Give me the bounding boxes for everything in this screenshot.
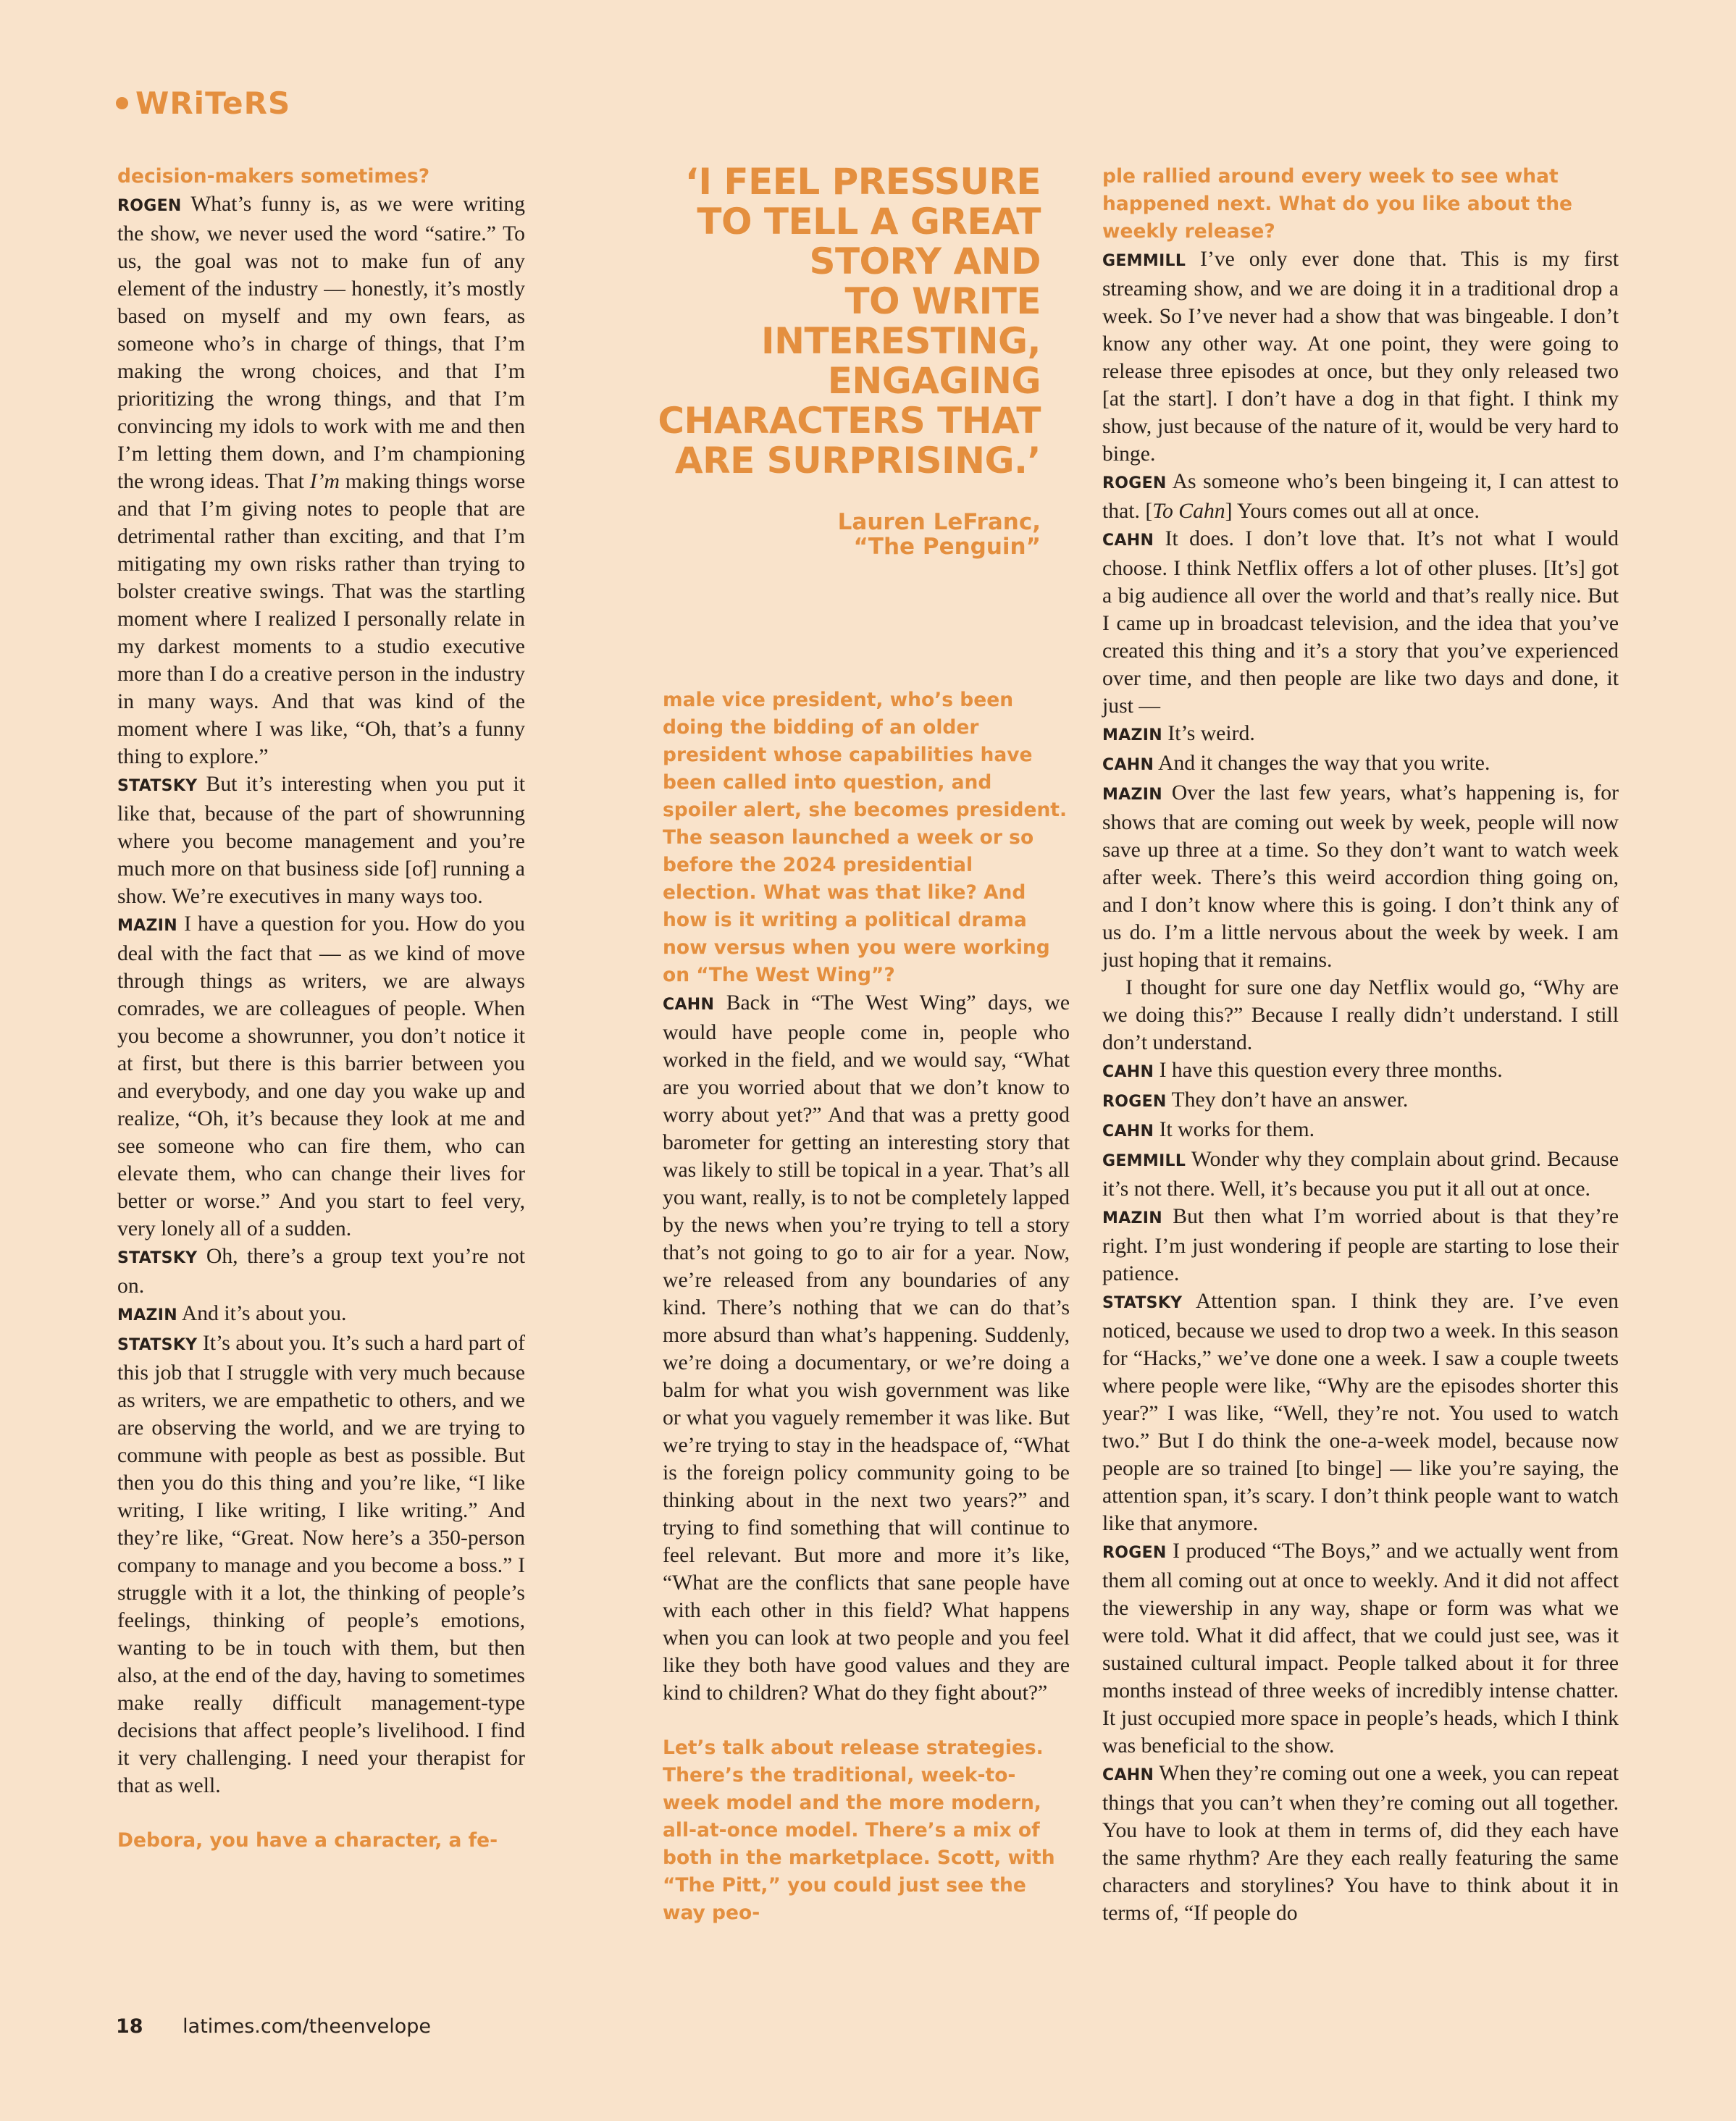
answer-text: But then what I’m worried about is that they’re right. I’m just wondering if people are starting to lose their patience. [1102,1205,1619,1285]
question-text: ple rallied around every week to see what happened next. What do you like about the weekly release? [1102,165,1573,243]
speaker-name: CAHN [1102,532,1154,550]
answer-paragraph [1102,1760,1619,1927]
answer-paragraph [1102,245,1619,468]
answer-paragraph [117,1243,525,1300]
answer-text: But it’s interesting when you put it like that, because of the part of showrunning where you become management and you’re much more on that business side [of] running a show. We’re executives in many ways too. [117,773,526,908]
question-text: male vice president, who’s been doing the bidding of an older president whose capabilities have been called into question, and spoiler alert, she becomes president. The season launched a week or so before the 2024 presidential election. What was that like? And how is it writing a political drama now versus when you were working on “The West Wing”? [663,689,1068,986]
speaker-name: STATSKY [1102,1294,1183,1312]
speaker-name: GEMMILL [1102,1152,1186,1170]
answer-text: ] Yours comes out all at once. [1225,500,1480,523]
speaker-name: CAHN [663,996,715,1014]
answer-text: I’ve only ever done that. This is my first streaming show, and we are doing it in a traditional drop a week. So I’ve never had a show that was bingeable. I don’t know any other way. At one point, they were going to release three episodes at once, but they only released two [at the start]. I don’t have a dog in that fight. I think my show, just because of the nature of it, would be very hard to binge. [1102,248,1619,466]
answer-paragraph [1102,1086,1619,1116]
answer-text: It’s about you. It’s such a hard part of this job that I struggle with very much because as writers, we are empathetic to others, and we are observing the world, and we are trying to commune with people as best as possible. But then you do this thing and you’re like, “I like writing, I like writing, I like writing.” And they’re like, “Great. Now here’s a 350-person company to manage and you become a boss.” I struggle with it a lot, the thinking of people’s feelings, thinking of people’s emotions, wanting to be in touch with them, but then also, at the end of the day, having to sometimes make really difficult management-type decisions that affect people’s livelihood. I find it very challenging. I need your therapist for that as well. [117,1332,525,1797]
speaker-name: STATSKY [117,777,198,795]
answer-paragraph [1102,1203,1619,1288]
answer-paragraph [117,1300,525,1330]
question-text: decision-makers sometimes? [117,165,430,188]
answer-text: Over the last few years, what’s happening is, for shows that are coming out week by week, people will now save up three at a time. So they don’t want to watch week after week. There’s this weird accordion thing going on, and I don’t know where this is going. I don’t think any of us do. I’m a little nervous about the week by week. I am just hoping that it remains. [1102,781,1619,972]
answer-paragraph [117,770,525,910]
answer-paragraph [1102,1288,1619,1537]
speaker-name: CAHN [1102,1063,1154,1081]
answer-paragraph [1102,468,1619,525]
answer-text: I produced “The Boys,” and we actually went from them all coming out at once to weekly. And it did not affect the viewership in any way, shape or form was what we were told. What it did affect, that we could just see, was it sustained cultural impact. People talked about it for three months instead of three weeks of incredibly intense chatter. It just occupied more space in people’s heads, which I think was beneficial to the show. [1102,1540,1619,1757]
answer-text: And it changes the way that you write. [1158,752,1490,775]
speaker-name: ROGEN [1102,474,1167,492]
answer-paragraph [1102,1146,1619,1203]
speaker-name: ROGEN [117,197,182,215]
answer-text: They don’t have an answer. [1171,1088,1409,1112]
speaker-name: MAZIN [1102,786,1162,804]
answer-text: It works for them. [1159,1118,1314,1141]
speaker-name: MAZIN [1102,726,1162,744]
column-2 [663,686,1070,1927]
answer-text: Attention span. I think they are. I’ve even noticed, because we used to drop two a week. In this season for “Hacks,” we’ve done one a week. I saw a couple tweets where people were like, “Why are the episodes shorter this year?” I was like, “Well, they’re not. You used to watch two.” But I do think the one-a-week model, because now people are so trained [to binge] — like you’re saying, the attention span, it’s scary. I don’t think people want to watch like that anymore. [1102,1290,1619,1535]
question-text: Debora, you have a character, a fe- [117,1829,498,1852]
pull-quote-line: CHARACTERS THAT [658,400,1041,442]
answer-text: When they’re coming out one a week, you can repeat things that you can’t when they’re coming out all together. You have to look at them in terms of, did they each have the same rhythm? Are they each really featuring the same characters and storylines? You have to think about it in terms of, “If people do [1102,1762,1619,1925]
attribution-name: Lauren LeFranc, [837,509,1041,535]
pull-quote-text [655,162,1041,481]
emphasis-text: I’m [309,470,340,493]
pull-quote-line: ENGAGING [827,360,1041,402]
answer-text: Back in “The West Wing” days, we would have people come in, people who worked in the field, and we would say, “What are you worried about that we don’t know to worry about yet?” And that was a pretty good barometer for getting an interesting story that was likely to still be topical in a year. That’s all you want, really, is to not be completely lapped by the news when you’re trying to tell a story that’s not going to go to air for a year. Now, we’re released from any boundaries of any kind. There’s nothing that we can do that’s more absurd than what’s happening. Suddenly, we’re doing a documentary, or we’re doing a balm for what you wish government was like or what you vaguely remember it was like. But we’re trying to stay in the headspace of, “What is the foreign policy community going to be thinking about in the next two years?” and trying to find something that will continue to feel relevant. But more and more it’s like, “What are the conflicts that sane people have with each other in this field? What happens when you can look at two people and you feel like they both have good values and they are kind to children? What do they fight about?” [663,991,1070,1705]
pull-quote [655,162,1041,559]
pull-quote-attribution [655,510,1041,559]
speaker-name: CAHN [1102,1122,1154,1141]
pull-quote-line: INTERESTING, [761,320,1041,362]
answer-paragraph [117,910,525,1243]
pull-quote-line: TO WRITE [844,280,1041,322]
answer-text: I have this question every three months. [1159,1059,1503,1082]
column-3 [1102,163,1619,1927]
page-footer [116,2015,431,2038]
pull-quote-line: ‘I FEEL PRESSURE [684,161,1041,203]
speaker-name: GEMMILL [1102,252,1186,270]
footer-url[interactable]: latimes.com/theenvelope [183,2015,432,2038]
answer-text: And it’s about you. [181,1302,347,1325]
emphasis-text: To Cahn [1152,500,1225,523]
speaker-name: CAHN [1102,1766,1154,1784]
answer-text: I have a question for you. How do you deal with the fact that — as we kind of move through things as writers, we are always comrades, we are colleagues of people. When you become a showrunner, you don’t notice it at first, but there is this barrier between you and everybody, and one day you wake up and realize, “Oh, it’s because they look at me and see someone who can fire them, who can elevate them, who can change their lives for better or worse.” And you start to feel very, very lonely all of a sudden. [117,912,526,1240]
pull-quote-line: ARE SURPRISING.’ [674,440,1041,482]
answer-paragraph [1102,1116,1619,1146]
speaker-name: ROGEN [1102,1093,1167,1111]
speaker-name: CAHN [1102,756,1154,774]
speaker-name: MAZIN [117,1306,177,1324]
answer-paragraph: I thought for sure one day Netflix would go, “Why are we doing this?” Because I really didn’t understand. I still don’t understand. [1102,976,1619,1054]
answer-text: What’s funny is, as we were writing the show, we never used the word “satire.” To us, the goal was not to make fun of any element of the industry — honestly, it’s mostly based on myself and my own fears, as someone who’s in charge of things, that I’m making the wrong choices, and that I’m prioritizing the wrong things, and that I’m convincing my idols to work with me and then I’m letting them down, and I’m championing the wrong ideas. That [117,193,525,493]
speaker-name: STATSKY [117,1336,198,1354]
answer-paragraph [1102,720,1619,749]
answer-paragraph [1102,779,1619,974]
page-number: 18 [116,2015,143,2038]
answer-text: It does. I don’t love that. It’s not what I would choose. I think Netflix offers a lot of other pluses. [It’s] got a big audience all over the world and that’s really nice. But I came up in broadcast television, and the idea that you’ve created this thing and it’s a story that you’ve experienced over time, and then people are like two days and done, it just — [1102,527,1619,718]
answer-text: Oh, there’s a group text you’re not on. [117,1245,525,1298]
answer-paragraph [1102,749,1619,779]
answer-text: Wonder why they complain about grind. Because it’s not there. Well, it’s because you put it all out at once. [1102,1148,1619,1201]
answer-paragraph [1102,1537,1619,1760]
section-title: WRiTeRS [135,85,291,121]
answer-paragraph [1102,525,1619,720]
answer-text: As someone who’s been bingeing it, I can attest to that. [ [1102,470,1619,523]
speaker-name: MAZIN [117,917,177,935]
answer-text: It’s weird. [1167,722,1255,745]
pull-quote-line: STORY AND [809,240,1041,282]
answer-paragraph [1102,1057,1619,1086]
speaker-name: MAZIN [1102,1209,1162,1227]
answer-paragraph [663,989,1070,1707]
column-1 [117,163,525,1855]
answer-paragraph [117,1330,525,1799]
bullet-dot-icon [116,97,128,109]
question-text: Let’s talk about release strategies. There’s the traditional, week-to-week model and the more modern, all-at-once model. There’s a mix of both in the marketplace. Scott, with “The Pitt,” you could just see the way peo- [663,1736,1055,1924]
speaker-name: ROGEN [1102,1544,1167,1562]
attribution-show: “The Penguin” [853,534,1041,560]
answer-text: making things worse and that I’m giving notes to people that are detrimental rather than exciting, and that I’m mitigating my own risks rather than trying to bolster creative swings. That was the startling moment where I realized I personally relate in my darkest moments to a studio executive more than I do a creative person in the industry in many ways. And that was kind of the moment where I was like, “Oh, that’s a funny thing to explore.” [117,470,526,768]
pull-quote-line: TO TELL A GREAT [697,201,1041,243]
speaker-name: STATSKY [117,1249,198,1267]
answer-paragraph [117,190,525,770]
section-header [116,85,290,121]
